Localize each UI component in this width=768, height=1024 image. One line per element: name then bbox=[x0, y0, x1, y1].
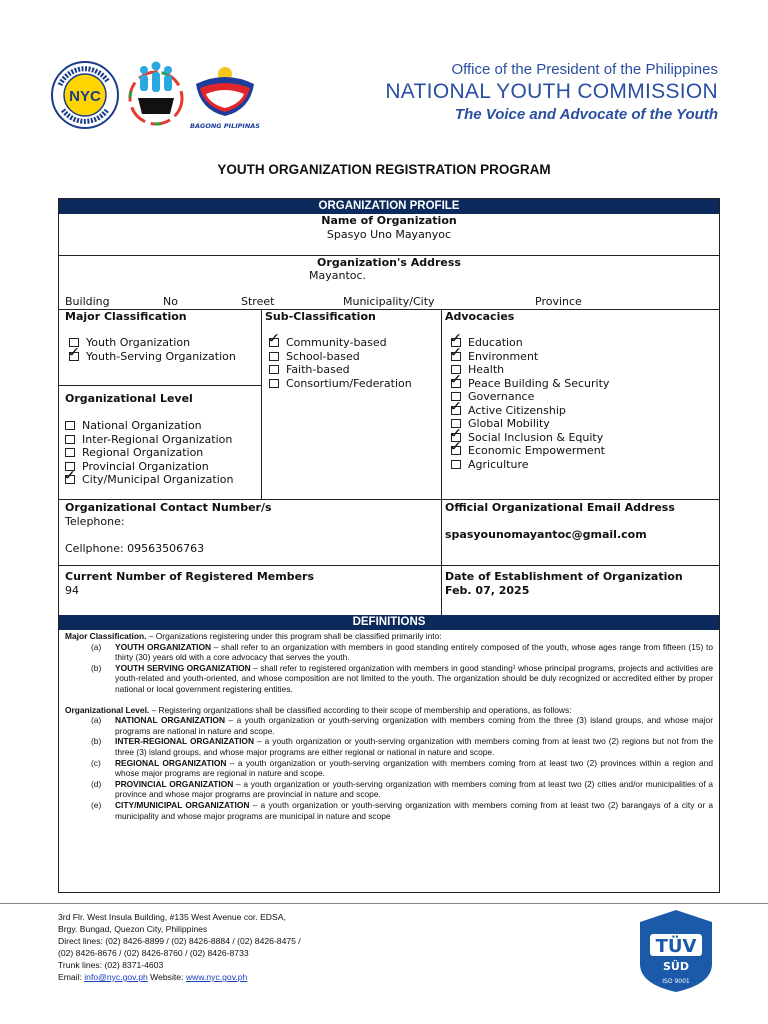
email-label: Official Organizational Email Address bbox=[445, 501, 675, 514]
org-name-label: Name of Organization bbox=[321, 214, 457, 227]
org-address-label: Organization's Address bbox=[317, 256, 461, 269]
checkbox-faith[interactable] bbox=[269, 365, 279, 374]
checkbox-peace[interactable] bbox=[451, 379, 461, 388]
level-def-intro: Organizational Level. – Registering organizations shall be classified according to their scope of membership and operations, as follows: bbox=[65, 704, 572, 715]
bagong-pilipinas-text: BAGONG PILIPINAS bbox=[190, 122, 260, 130]
org-address-value[interactable]: Mayantoc. bbox=[309, 269, 367, 282]
members-value[interactable]: 94 bbox=[65, 584, 79, 597]
date-established-label: Date of Establishment of Organization bbox=[445, 570, 683, 583]
youth-figures-logo bbox=[126, 58, 186, 128]
footer-email-web: Email: info@nyc.gov.ph Website: www.nyc.gov.ph bbox=[58, 972, 248, 982]
major-youth-serving[interactable]: ✓ Youth-Serving Organization bbox=[69, 350, 236, 364]
footer-address-1: 3rd Flr. West Insula Building, #135 West Avenue cor. EDSA, bbox=[58, 912, 286, 922]
registration-form bbox=[58, 198, 720, 893]
tuv-iso: ISO 9001 bbox=[662, 978, 690, 985]
org-level-list bbox=[65, 419, 233, 487]
checkbox-agriculture[interactable] bbox=[451, 460, 461, 469]
sub-classification-label: Sub-Classification bbox=[265, 310, 376, 323]
advocacy-citizenship[interactable]: ✓ Active Citizenship bbox=[451, 404, 609, 418]
level-inter-regional[interactable]: Inter-Regional Organization bbox=[65, 433, 233, 447]
checkbox-environment[interactable] bbox=[451, 352, 461, 361]
office-title: Office of the President of the Philippines bbox=[451, 61, 718, 78]
def-youth-serving: (b) YOUTH SERVING ORGANIZATION – shall refer to registered organization with members in good standing¹ whose principal programs, projects and activities are youth-related and youth-oriented, and whose composition are not limited to the youth. The organization should be duly recognized or accredited either by proper national or local government registering entities. bbox=[91, 662, 713, 694]
advocacy-inclusion[interactable]: ✓ Social Inclusion & Equity bbox=[451, 431, 609, 445]
def-youth-org: (a) YOUTH ORGANIZATION – shall refer to an organization with members in good standing entirely composed of the youth, whose ages range from fifteen (15) to thirty (30) years old with a core advocacy that serves the youth. bbox=[91, 641, 713, 663]
cellphone-field[interactable]: Cellphone: 09563506763 bbox=[65, 542, 205, 555]
checkbox-citizenship[interactable] bbox=[451, 406, 461, 415]
def-inter-regional: (b) INTER-REGIONAL ORGANIZATION – a youth organization or youth-serving organization with members coming from at least two (2) regions but not from the three (3) island groups, and whose major programs are either regional or national in nature and scope. bbox=[91, 736, 714, 757]
address-province: Province bbox=[535, 295, 582, 308]
definitions-bar: DEFINITIONS bbox=[59, 615, 719, 630]
address-no: No bbox=[163, 295, 178, 308]
checkbox-school[interactable] bbox=[269, 352, 279, 361]
def-regional: (c) REGIONAL ORGANIZATION – a youth organization or youth-serving organization with members coming from at least two (2) provinces within a region and whose major programs are regional in nature and scope. bbox=[91, 757, 713, 779]
sub-faith[interactable]: Faith-based bbox=[269, 363, 412, 377]
checkbox-regional[interactable] bbox=[65, 448, 75, 457]
advocacy-education[interactable]: ✓ Education bbox=[451, 336, 609, 350]
tuv-main: TÜV bbox=[655, 936, 697, 957]
advocacy-governance[interactable]: Governance bbox=[451, 390, 609, 404]
sub-classification-list bbox=[269, 336, 412, 390]
advocacy-health[interactable]: Health bbox=[451, 363, 609, 377]
advocacy-environment[interactable]: ✓ Environment bbox=[451, 350, 609, 364]
def-national: (a) NATIONAL ORGANIZATION – a youth organization or youth-serving organization with members coming from the three (3) island groups, and whose major programs are national in nature and scope. bbox=[91, 715, 713, 736]
level-national[interactable]: National Organization bbox=[65, 419, 233, 433]
footer-trunk-lines: Trunk lines: (02) 8371-4603 bbox=[58, 960, 164, 970]
advocacy-mobility[interactable]: Global Mobility bbox=[451, 417, 609, 431]
advocacies-label: Advocacies bbox=[445, 310, 515, 323]
email-value[interactable]: spasyounomayantoc@gmail.com bbox=[445, 528, 647, 541]
checkbox-consortium[interactable] bbox=[269, 379, 279, 388]
major-classification-label: Major Classification bbox=[65, 310, 187, 323]
level-city-municipal[interactable]: ✓ City/Municipal Organization bbox=[65, 473, 233, 487]
address-street: Street bbox=[241, 295, 275, 308]
telephone-field[interactable]: Telephone: bbox=[65, 515, 125, 528]
advocacy-agriculture[interactable]: Agriculture bbox=[451, 458, 609, 472]
website-link[interactable]: www.nyc.gov.ph bbox=[185, 972, 248, 982]
advocacy-economic[interactable]: ✓ Economic Empowerment bbox=[451, 444, 609, 458]
major-youth-org[interactable]: Youth Organization bbox=[69, 336, 236, 350]
level-regional[interactable]: Regional Organization bbox=[65, 446, 233, 460]
tagline: The Voice and Advocate of the Youth bbox=[454, 106, 718, 123]
sub-school[interactable]: School-based bbox=[269, 350, 412, 364]
footer-divider bbox=[0, 903, 768, 904]
address-building: Building bbox=[65, 295, 110, 308]
tuv-iso-badge bbox=[636, 908, 716, 994]
bagong-pilipinas-logo bbox=[190, 62, 260, 128]
footer-direct-lines-2: (02) 8426-8676 / (02) 8426-8760 / (02) 8426-8733 bbox=[58, 948, 249, 958]
org-level-label: Organizational Level bbox=[65, 392, 193, 405]
advocacy-peace[interactable]: ✓ Peace Building & Security bbox=[451, 377, 609, 391]
major-def-intro: Major Classification. – Organizations registering under this program shall be classified primarily into: bbox=[65, 631, 442, 641]
org-name-value[interactable]: Spasyo Uno Mayanyoc bbox=[326, 228, 452, 241]
major-classification-list bbox=[69, 336, 236, 363]
sub-community[interactable]: ✓ Community-based bbox=[269, 336, 412, 350]
advocacies-list bbox=[451, 336, 609, 471]
checkbox-community[interactable] bbox=[269, 338, 279, 347]
checkbox-inter-regional[interactable] bbox=[65, 435, 75, 444]
members-label: Current Number of Registered Members bbox=[65, 570, 314, 583]
def-city-municipal: (e) CITY/MUNICIPAL ORGANIZATION – a youth organization or youth-serving organization with members coming from at least two (2) barangays of a city or a municipality and whose major programs are municipal in nature and scope bbox=[91, 799, 713, 821]
address-municipality: Municipality/City bbox=[343, 295, 435, 308]
commission-title: NATIONAL YOUTH COMMISSION bbox=[385, 80, 718, 103]
checkbox-city-municipal[interactable] bbox=[65, 475, 75, 484]
definitions-body bbox=[65, 631, 717, 821]
sub-consortium[interactable]: Consortium/Federation bbox=[269, 377, 412, 391]
email-link[interactable]: info@nyc.gov.ph bbox=[84, 972, 148, 982]
checkbox-national[interactable] bbox=[65, 421, 75, 430]
footer-contact bbox=[58, 911, 301, 983]
footer-address-2: Brgy. Bungad, Quezon City, Philippines bbox=[58, 924, 208, 934]
contact-label: Organizational Contact Number/s bbox=[65, 501, 272, 514]
profile-bar: ORGANIZATION PROFILE bbox=[59, 199, 719, 214]
level-provincial[interactable]: Provincial Organization bbox=[65, 460, 233, 474]
checkbox-youth-serving[interactable] bbox=[69, 352, 79, 361]
footer-direct-lines: Direct lines: (02) 8426-8899 / (02) 8426-8884 / (02) 8426-8475 / bbox=[58, 936, 301, 946]
tuv-sub: SÜD bbox=[663, 960, 689, 973]
checkbox-economic[interactable] bbox=[451, 446, 461, 455]
def-provincial: (d) PROVINCIAL ORGANIZATION – a youth organization or youth-serving organization with members coming from at least two (2) cities and/or municipalities of a province and whose major programs are provincial in nature and scope. bbox=[91, 778, 713, 800]
document-title: YOUTH ORGANIZATION REGISTRATION PROGRAM bbox=[217, 162, 551, 177]
nyc-logo-mark: NYC bbox=[69, 88, 101, 105]
nyc-logo bbox=[50, 60, 120, 130]
date-established-value[interactable]: Feb. 07, 2025 bbox=[445, 584, 530, 597]
